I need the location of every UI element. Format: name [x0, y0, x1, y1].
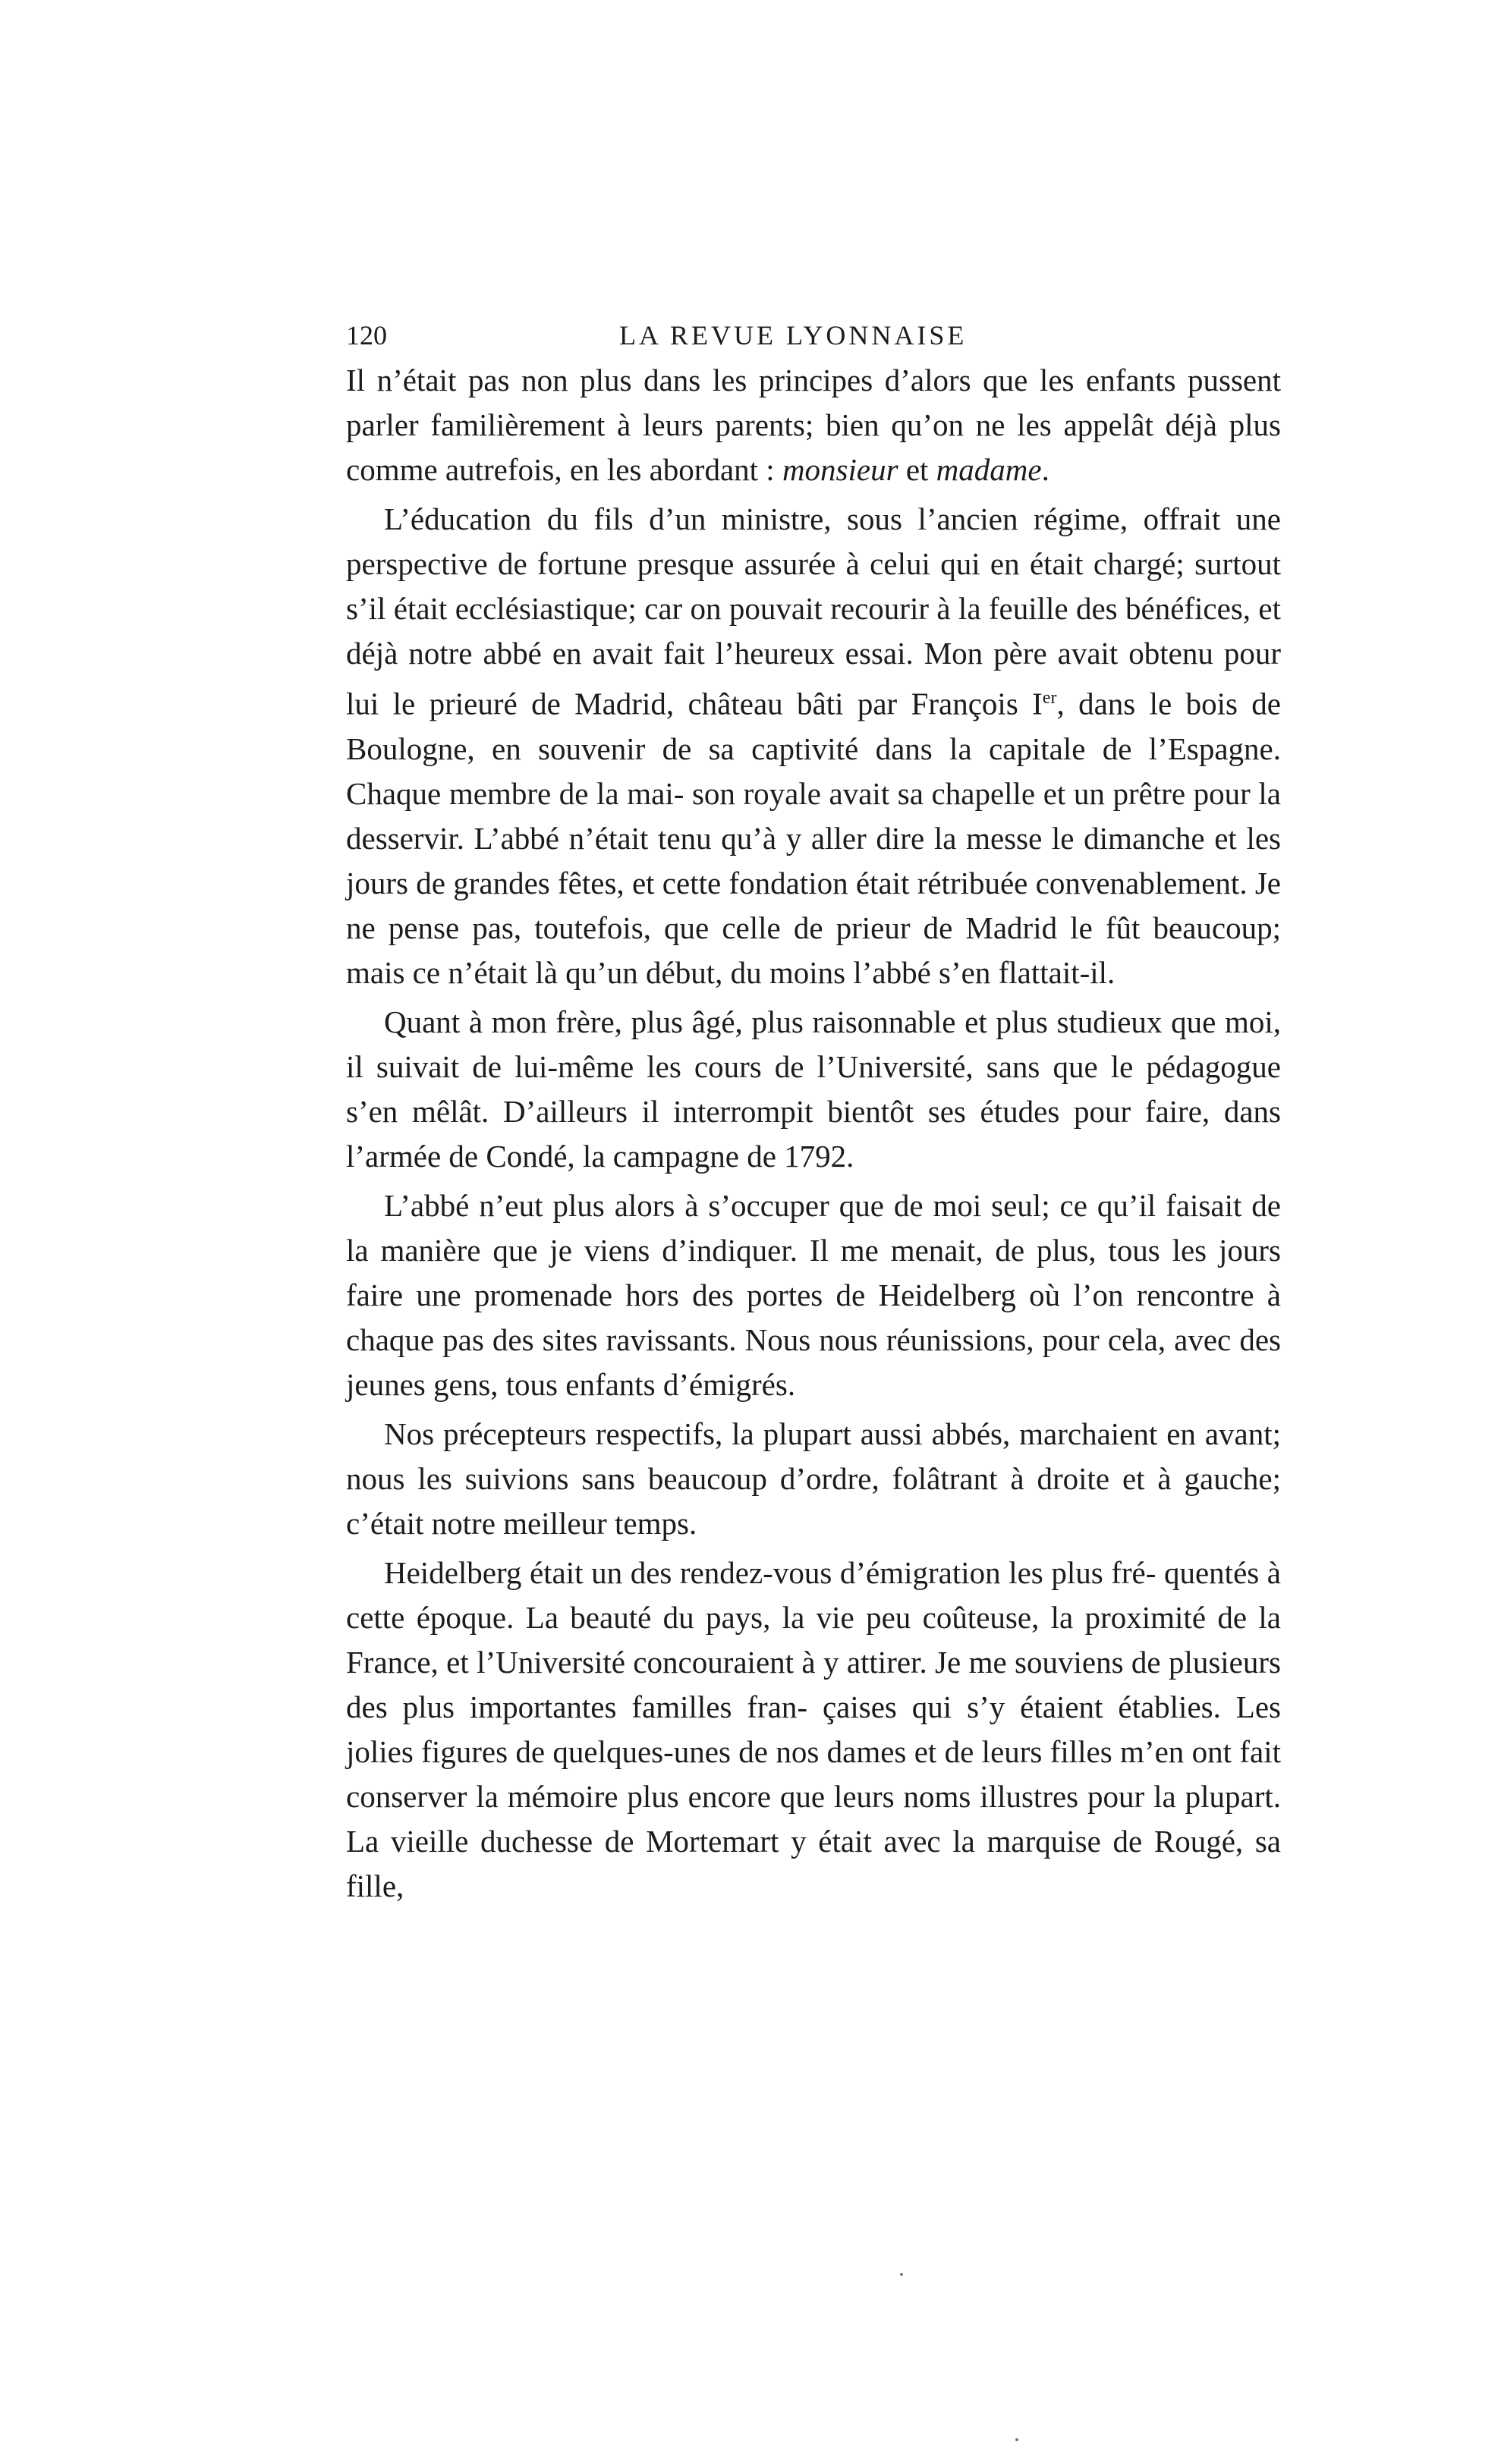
- superscript-er: er: [1042, 688, 1057, 708]
- italic-monsieur: monsieur: [782, 452, 898, 487]
- print-speck: [1015, 2438, 1018, 2441]
- page-number: 120: [346, 320, 387, 350]
- italic-madame: madame: [936, 452, 1042, 487]
- paragraph-2-text: L’éducation du fils d’un ministre, sous l’ancien régime, offrait une perspective de fortune presque assurée à celui qui en était chargé; surtout s’il était ecclésiastique; car on pouvait recourir à la feuille des bénéfices, et déjà notre abbé en avait fait l’heureux essai. Mon père avait obtenu pour lui le prieuré de Madrid, château bâti par François I: [346, 501, 1281, 721]
- running-header: [346, 313, 1008, 358]
- running-title: LA REVUE LYONNAISE: [619, 320, 968, 350]
- print-speck: [900, 2273, 903, 2276]
- paragraph-6: Heidelberg était un des rendez-vous d’émigration les plus fré- quentés à cette époque. La beauté du pays, la vie peu coûteuse, la proximité de la France, et l’Université concouraient à y attirer. Je me souviens de plusieurs des plus importantes familles fran- çaises qui s’y étaient établies. Les jolies figures de quelques-unes de nos dames et de leurs filles m’en ont fait conserver la mémoire plus encore que leurs noms illustres pour la plupart. La vieille duchesse de Mortemart y était avec la marquise de Rougé, sa fille,: [346, 1554, 1281, 1903]
- paragraph-3: Quant à mon frère, plus âgé, plus raisonnable et plus studieux que moi, il suivait de lui-même les cours de l’Université, sans que le pédagogue s’en mêlât. D’ailleurs il interrompit bientôt ses études pour faire, dans l’armée de Condé, la campagne de 1792.: [346, 1004, 1281, 1174]
- paragraph-5: Nos précepteurs respectifs, la plupart aussi abbés, marchaient en avant; nous les suivions sans beaucoup d’ordre, folâtrant à droite et à gauche; c’était notre meilleur temps.: [346, 1416, 1281, 1541]
- paragraph-1-conjunction: et: [898, 452, 936, 487]
- body-text: [346, 358, 1281, 1913]
- paragraph-2-text-cont: , dans le bois de Boulogne, en souvenir de sa captivité dans la capitale de l’Espagne. Chaque membre de la mai- son royale avait sa chapelle et un prêtre pour la desservir. L’abbé n’était tenu qu’à y aller dire la messe le dimanche et les jours de grandes fêtes, et cette fondation était rétribuée convenablement. Je ne pense pas, toutefois, que celle de prieur de Madrid le fût beaucoup; mais ce n’était là qu’un début, du moins l’abbé s’en flattait-il.: [346, 686, 1281, 990]
- paragraph-1: [346, 358, 1281, 492]
- paragraph-1-text: Il n’était pas non plus dans les principes d’alors que les enfants pussent parler familièrement à leurs parents; bien qu’on ne les appelât déjà plus comme autrefois, en les abordant :: [346, 363, 1281, 487]
- paragraph-2: [346, 497, 1281, 995]
- paragraph-1-end: .: [1041, 452, 1049, 487]
- paragraph-4: L’abbé n’eut plus alors à s’occuper que de moi seul; ce qu’il faisait de la manière que je viens d’indiquer. Il me menait, de plus, tous les jours faire une promenade hors des portes de Heidelberg où l’on rencontre à chaque pas des sites ravissants. Nous nous réunissions, pour cela, avec des jeunes gens, tous enfants d’émigrés.: [346, 1187, 1281, 1402]
